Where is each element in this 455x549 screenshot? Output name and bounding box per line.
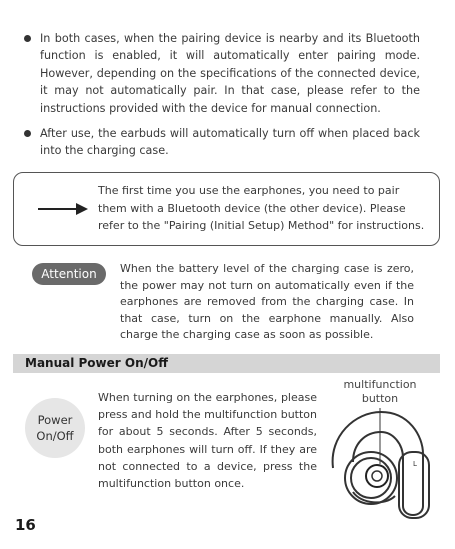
label-line1: multifunction bbox=[343, 378, 417, 391]
power-label-line1: Power bbox=[37, 413, 73, 427]
earbud-diagram bbox=[325, 406, 437, 524]
note-text: The first time you use the earphones, you need to pair them with a Bluetooth device (the other device). Please refer to the "Pairing (Initial Setup) Method" for instructions. bbox=[98, 184, 425, 232]
power-badge bbox=[25, 398, 85, 458]
section-heading: Manual Power On/Off bbox=[13, 354, 440, 373]
label-line2: button bbox=[361, 392, 399, 405]
page-number: 16 bbox=[15, 516, 36, 534]
power-instructions: When turning on the earphones, please press and hold the multifunction button for about 5 seconds. After 5 seconds, both earphones will turn off. If they are not connected to a device, press the multifunction button once. bbox=[98, 391, 317, 491]
power-label-line2: On/Off bbox=[36, 429, 74, 443]
attention-text: When the battery level of the charging case is zero, the power may not turn on automatically even if the earphones are removed from the charging case. In that case, turn on the earphone manually. Also charge the charging case as soon as possible. bbox=[120, 262, 414, 342]
bullet-icon bbox=[24, 35, 31, 42]
list-item bbox=[22, 30, 420, 117]
bullet-text: In both cases, when the pairing device is nearby and its Bluetooth function is enabled, it will automatically enter pairing mode. However, depending on the specifications of the connected device, it may not automatically pair. In that case, please refer to the instructions provided with the device for manual connection. bbox=[40, 32, 420, 115]
bullet-list bbox=[22, 30, 420, 168]
earbud-marker: L bbox=[413, 460, 417, 468]
note-box bbox=[13, 172, 440, 246]
arrow-right-icon bbox=[38, 202, 88, 216]
bullet-icon bbox=[24, 130, 31, 137]
list-item bbox=[22, 125, 420, 160]
bullet-text: After use, the earbuds will automatically turn off when placed back into the charging case. bbox=[40, 127, 420, 158]
attention-badge: Attention bbox=[32, 263, 106, 285]
multifunction-button-label bbox=[340, 378, 420, 406]
multifunction-button bbox=[366, 465, 388, 487]
